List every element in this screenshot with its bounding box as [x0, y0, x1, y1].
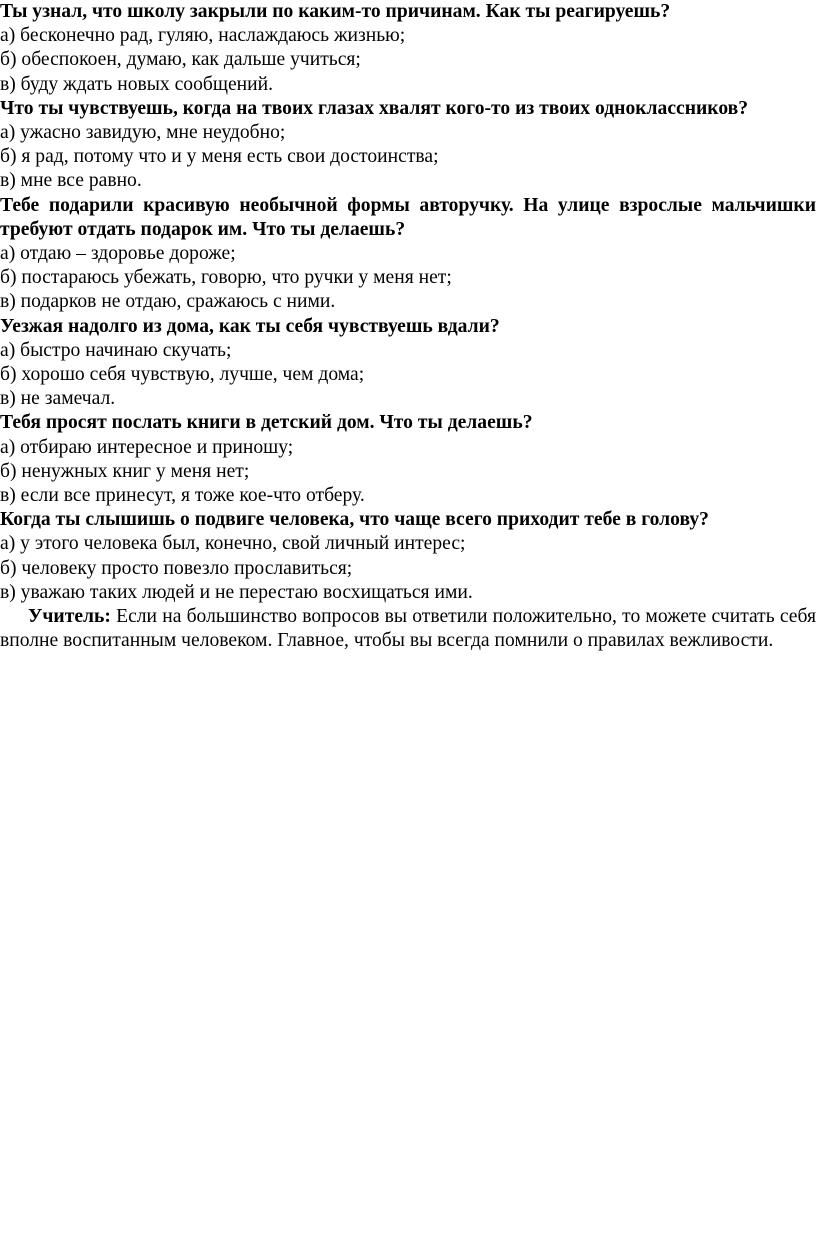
- answer-6c: в) уважаю таких людей и не перестаю восхищаться ими.: [0, 581, 473, 603]
- question-block-3: [0, 194, 816, 315]
- answer-1b: б) обеспокоен, думаю, как дальше учиться;: [0, 49, 361, 71]
- answer-3b: б) постараюсь убежать, говорю, что ручки у меня нет;: [0, 267, 452, 289]
- question-block-4: [0, 315, 816, 412]
- question-4: Уезжая надолго из дома, как ты себя чувствуешь вдали?: [0, 315, 500, 337]
- question-block-6: [0, 508, 816, 605]
- question-3: Тебе подарили красивую необычной формы авторучку. На улице взрослые мальчишки требуют отдать подарок им. Что ты делаешь?: [0, 194, 816, 240]
- answer-3a: а) отдаю – здоровье дороже;: [0, 243, 236, 265]
- teacher-paragraph: [0, 605, 816, 653]
- answer-3c: в) подарков не отдаю, сражаюсь с ними.: [0, 291, 336, 313]
- question-block-5: [0, 411, 816, 508]
- answer-2c: в) мне все равно.: [0, 170, 142, 192]
- question-5: Тебя просят послать книги в детский дом. Что ты делаешь?: [0, 412, 533, 434]
- answer-4b: б) хорошо себя чувствую, лучше, чем дома;: [0, 364, 365, 386]
- question-1: Ты узнал, что школу закрыли по каким-то причинам. Как ты реагируешь?: [0, 1, 671, 22]
- answer-2a: а) ужасно завидую, мне неудобно;: [0, 122, 286, 144]
- answer-5b: б) ненужных книг у меня нет;: [0, 460, 250, 482]
- answer-1a: а) бесконечно рад, гуляю, наслаждаюсь жизнью;: [0, 25, 406, 47]
- answer-5c: в) если все принесут, я тоже кое-что отберу.: [0, 485, 365, 507]
- teacher-label: Учитель:: [28, 606, 111, 628]
- answer-4c: в) не замечал.: [0, 388, 116, 410]
- answer-6b: б) человеку просто повезло прославиться;: [0, 557, 353, 579]
- teacher-text: Если на большинство вопросов вы ответили положительно, то можете считать себя вполне воспитанным человеком. Главное, чтобы вы всегда помнили о правилах вежливости.: [0, 606, 816, 652]
- answer-6a: а) у этого человека был, конечно, свой личный интерес;: [0, 533, 466, 555]
- answer-5a: а) отбираю интересное и приношу;: [0, 436, 294, 458]
- answer-4a: а) быстро начинаю скучать;: [0, 339, 232, 361]
- question-block-1: [0, 0, 816, 97]
- question-6: Когда ты слышишь о подвиге человека, что чаще всего приходит тебе в голову?: [0, 509, 709, 531]
- question-2: Что ты чувствуешь, когда на твоих глазах хвалят кого-то из твоих одноклассников?: [0, 97, 749, 119]
- answer-1c: в) буду ждать новых сообщений.: [0, 73, 274, 95]
- question-block-2: [0, 97, 816, 194]
- answer-2b: б) я рад, потому что и у меня есть свои достоинства;: [0, 146, 439, 168]
